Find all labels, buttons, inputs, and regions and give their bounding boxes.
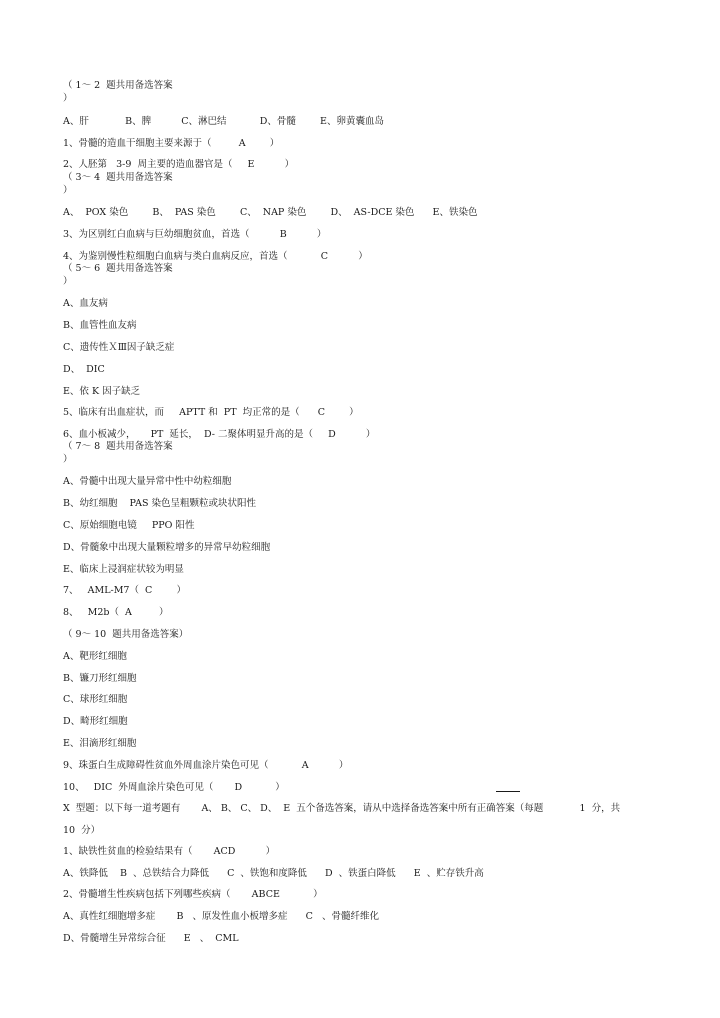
section-instructions-cont: 10 分）	[63, 825, 101, 836]
group-header-close: ）	[63, 93, 73, 104]
question-line: 6、血小板减少， PT 延长， D- 二聚体明显升高的是（ D ）	[63, 429, 376, 440]
question-line: 9、珠蛋白生成障碍性贫血外周血涂片染色可见（ A ）	[63, 760, 349, 771]
option-line: A、血友病	[63, 298, 108, 309]
option-line: E、泪滴形红细胞	[63, 738, 137, 749]
option-row: A、 POX 染色 B、 PAS 染色 C、 NAP 染色 D、 AS-DCE 染色 E、铁染色	[63, 207, 478, 218]
question-line: 4、为鉴别慢性粒细胞白血病与类白血病反应，首选（ C ）	[63, 251, 368, 262]
question-line: 2、骨髓增生性疾病包括下列哪些疾病（ ABCE ）	[63, 889, 323, 900]
group-header: （ 5～ 6 题共用备选答案	[63, 263, 173, 274]
option-line: D、 DIC	[63, 364, 105, 375]
option-line: D、畸形红细胞	[63, 716, 128, 727]
group-header-close: ）	[63, 454, 73, 465]
blank-underline	[496, 791, 520, 792]
question-line: 5、临床有出血症状，而 APTT 和 PT 均正常的是（ C ）	[63, 407, 359, 418]
group-header: （ 1～ 2 题共用备选答案	[63, 80, 173, 91]
option-row: A、真性红细胞增多症 B 、原发性血小板增多症 C 、骨髓纤维化	[63, 911, 379, 922]
option-row: D、骨髓增生异常综合征 E 、 CML	[63, 933, 239, 944]
section-instructions: X 型题：以下每一道考题有 A、 B、 C、 D、 E 五个备选答案，请从中选择备选答案中所有正确答案（每题 1 分，共	[63, 803, 621, 814]
group-header: （ 3～ 4 题共用备选答案	[63, 172, 173, 183]
question-line: 10、 DIC 外周血涂片染色可见（ D ）	[63, 782, 285, 793]
group-header-close: ）	[63, 276, 73, 287]
option-line: C、球形红细胞	[63, 694, 128, 705]
option-line: D、骨髓象中出现大量颗粒增多的异常早幼粒细胞	[63, 542, 271, 553]
question-line: 7、 AML-M7（ C ）	[63, 585, 186, 596]
group-header-close: ）	[63, 185, 73, 196]
question-line: 2、人胚第 3-9 周主要的造血器官是（ E ）	[63, 159, 295, 170]
option-line: B、血管性血友病	[63, 320, 137, 331]
option-line: A、骨髓中出现大量异常中性中幼粒细胞	[63, 476, 232, 487]
question-line: 3、为区别红白血病与巨幼细胞贫血，首选（ B ）	[63, 229, 327, 240]
question-line: 1、缺铁性贫血的检验结果有（ ACD ）	[63, 846, 276, 857]
question-line: 1、骨髓的造血干细胞主要来源于（ A ）	[63, 138, 280, 149]
group-header: （ 9～ 10 题共用备选答案）	[63, 629, 189, 640]
option-row: A、铁降低 B 、总铁结合力降低 C 、铁饱和度降低 D 、铁蛋白降低 E 、贮存铁升高	[63, 868, 484, 879]
option-row: A、肝 B、脾 C、淋巴结 D、骨髓 E、卵黄囊血岛	[63, 116, 384, 127]
option-line: E、依 K 因子缺乏	[63, 386, 141, 397]
option-line: B、镰刀形红细胞	[63, 673, 137, 684]
option-line: C、原始细胞电镜 PPO 阳性	[63, 520, 195, 531]
option-line: E、临床上浸润症状较为明显	[63, 564, 184, 575]
option-line: A、靶形红细胞	[63, 651, 127, 662]
option-line: C、遗传性ＸⅢ因子缺乏症	[63, 342, 175, 353]
question-line: 8、 M2b（ A ）	[63, 607, 169, 618]
option-line: B、幼红细胞 PAS 染色呈粗颗粒或块状阳性	[63, 498, 256, 509]
group-header: （ 7～ 8 题共用备选答案	[63, 441, 173, 452]
